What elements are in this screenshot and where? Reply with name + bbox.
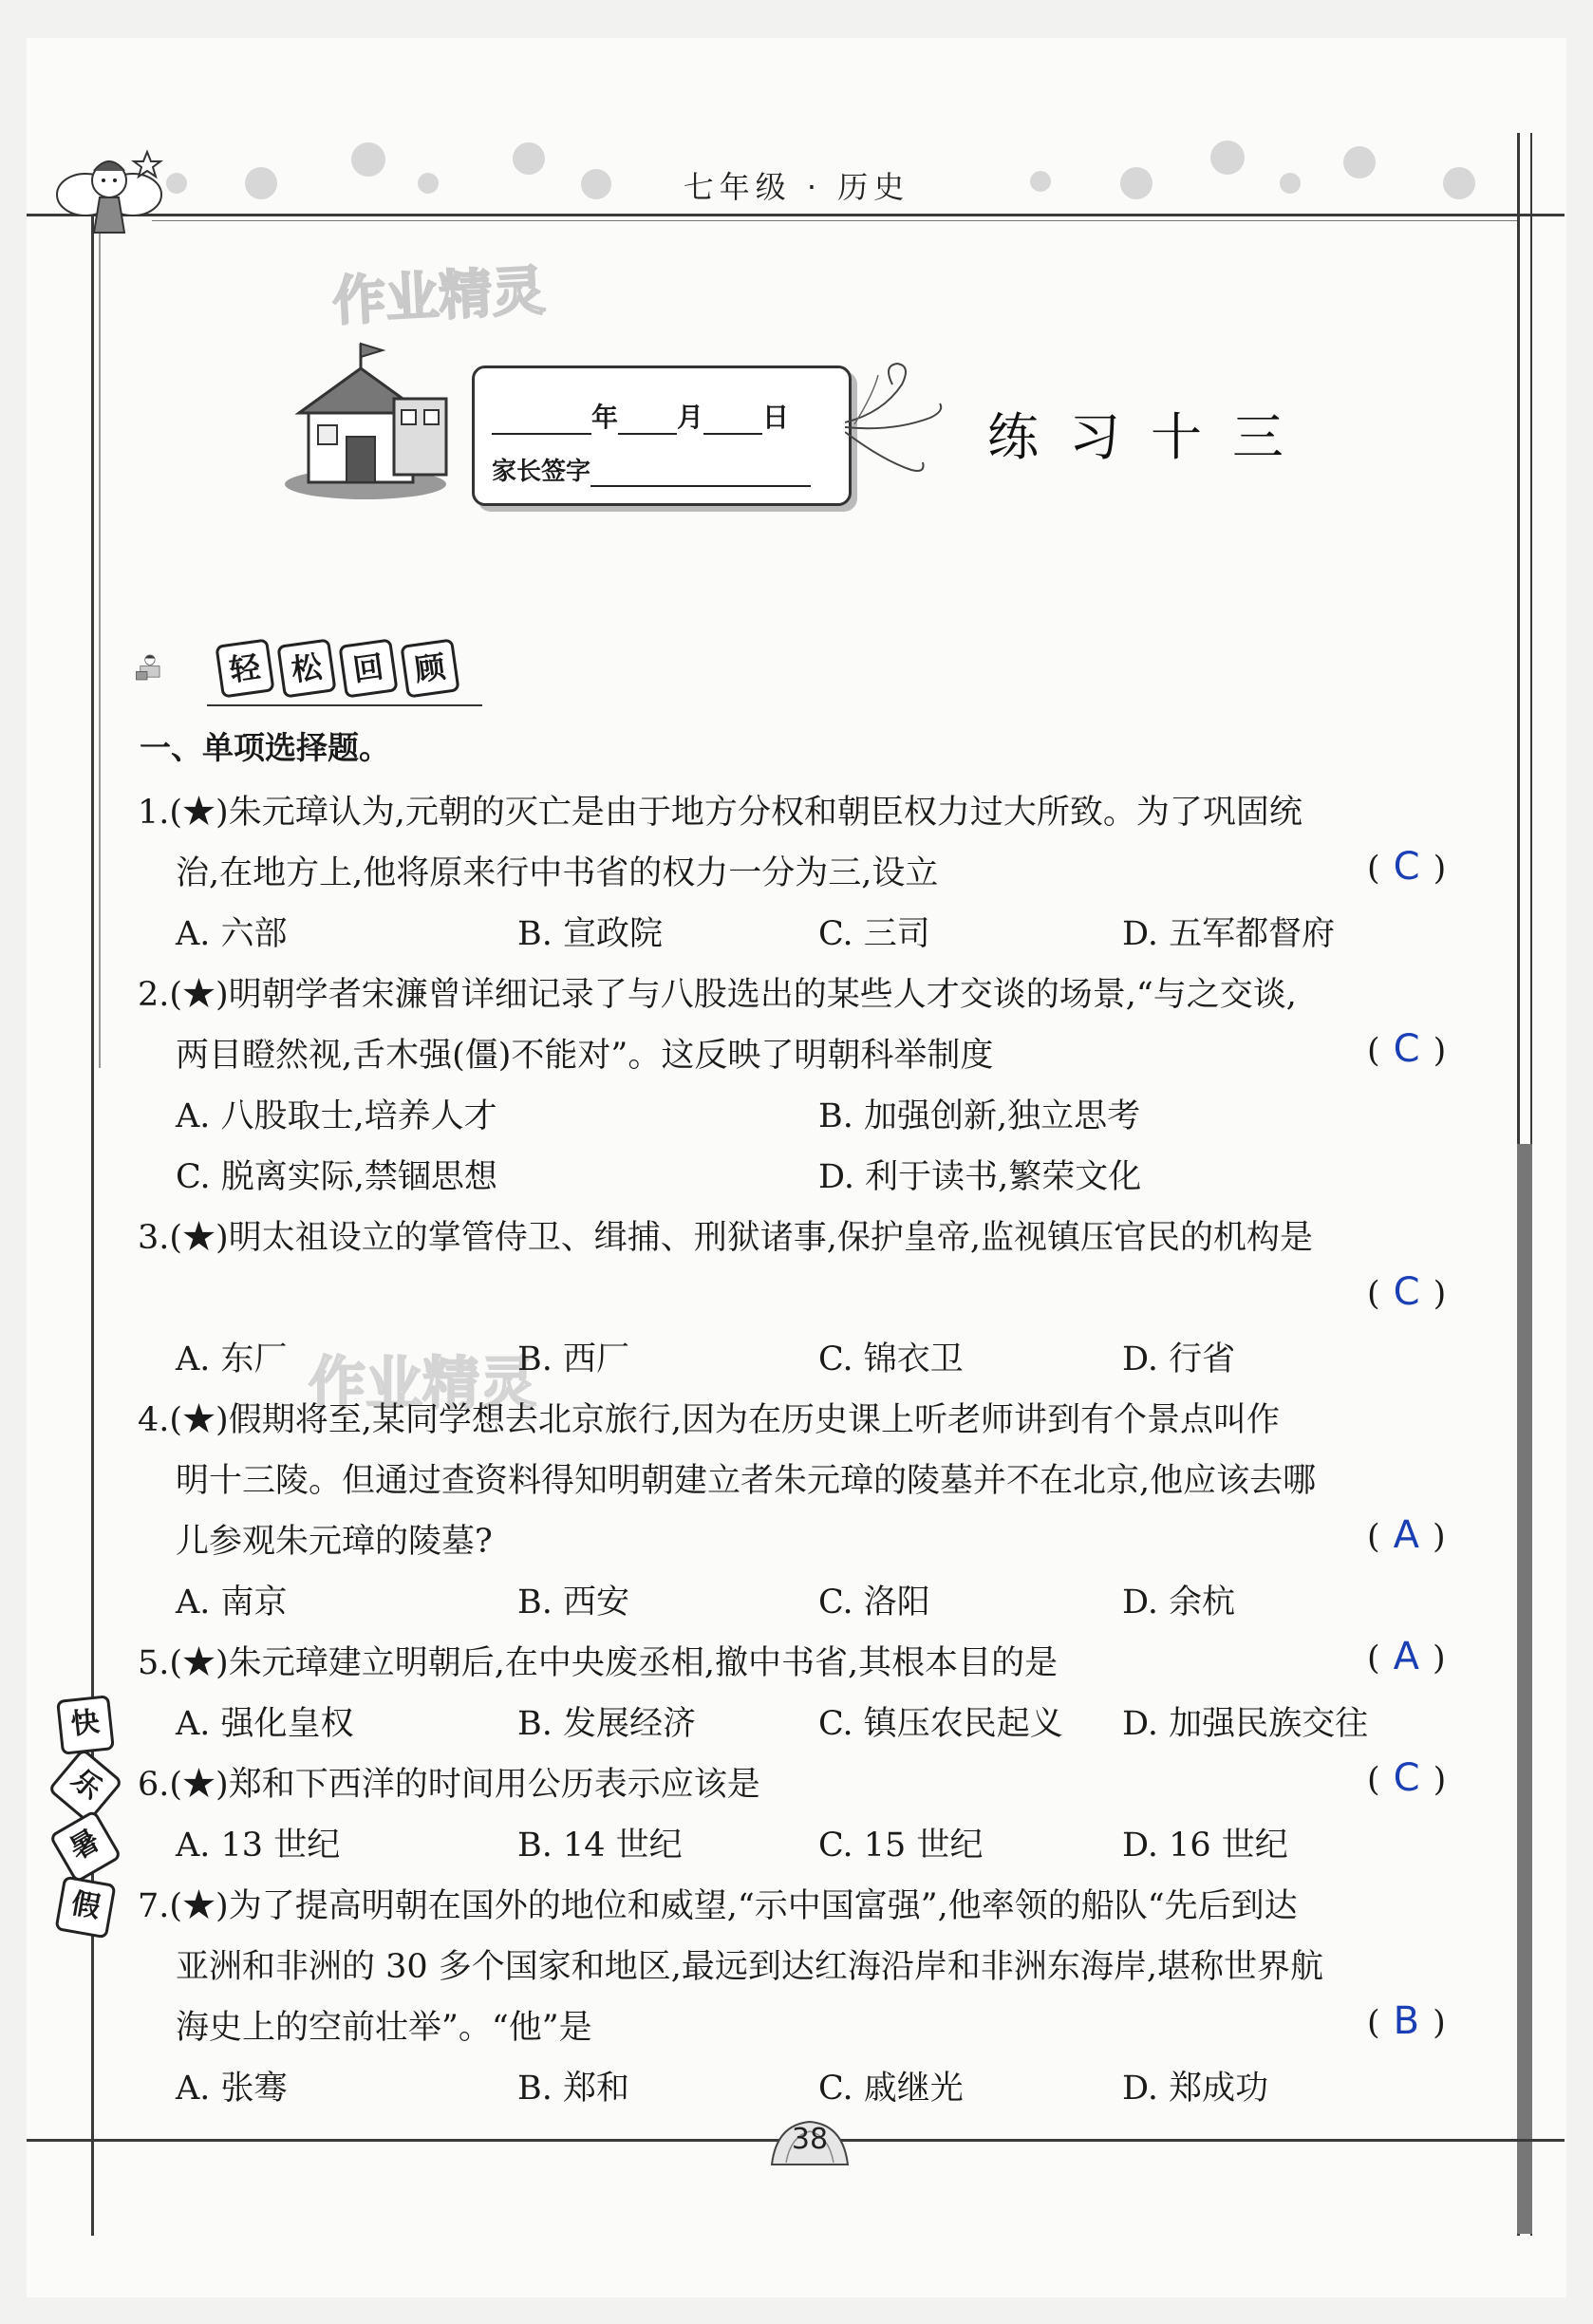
question-6-option-b[interactable]: B. 14 世纪	[517, 1827, 683, 1865]
question-4-option-b[interactable]: B. 西安	[517, 1584, 629, 1621]
question-3-line-1: 3.(★)明太祖设立的掌管侍卫、缉捕、刑狱诸事,保护皇帝,监视镇压官民的机构是	[138, 1219, 1313, 1257]
header-rule-thin	[152, 220, 1519, 221]
question-6-line-1: 6.(★)郑和下西洋的时间用公历表示应该是	[138, 1766, 760, 1804]
side-tab: 乐	[47, 1748, 123, 1824]
date-line	[492, 397, 789, 435]
month-label: 月	[677, 402, 704, 433]
question-1-line-1: 1.(★)朱元璋认为,元朝的灭亡是由于地方分权和朝臣权力过大所致。为了巩固统	[138, 794, 1303, 832]
question-4-line-3: 儿参观朱元璋的陵墓?	[176, 1523, 493, 1561]
answer-letter: C	[1393, 1270, 1420, 1314]
question-2-option-c[interactable]: C. 脱离实际,禁锢思想	[176, 1158, 497, 1196]
answer-letter: C	[1393, 845, 1420, 889]
question-5-answer: ( A )	[1367, 1635, 1446, 1678]
answer-letter: A	[1393, 1513, 1420, 1557]
question-2-option-d[interactable]: D. 利于读书,繁荣文化	[818, 1158, 1142, 1196]
question-1-option-d[interactable]: D. 五军都督府	[1122, 915, 1336, 953]
section-badge-char: 轻	[215, 638, 274, 698]
year-blank[interactable]	[492, 408, 591, 435]
date-signature-box	[472, 365, 852, 506]
question-1-option-a[interactable]: A. 六部	[176, 915, 288, 953]
answer-letter: B	[1393, 1999, 1420, 2043]
question-7-option-d[interactable]: D. 郑成功	[1122, 2070, 1269, 2108]
side-tab: 暑	[48, 1809, 122, 1884]
exercise-title: 练习十三	[987, 407, 1314, 467]
question-3-option-a[interactable]: A. 东厂	[176, 1340, 288, 1378]
question-2-option-a[interactable]: A. 八股取士,培养人才	[176, 1097, 497, 1135]
question-5-option-a[interactable]: A. 强化皇权	[176, 1705, 354, 1743]
question-7-option-c[interactable]: C. 戚继光	[818, 2070, 964, 2108]
question-5-line-1: 5.(★)朱元璋建立明朝后,在中央废丞相,撤中书省,其根本目的是	[138, 1644, 1059, 1682]
question-4-line-2: 明十三陵。但通过查资料得知明朝建立者朱元璋的陵墓并不在北京,他应该去哪	[176, 1462, 1317, 1500]
question-2-line-2: 两目瞪然视,舌木强(僵)不能对”。这反映了明朝科举制度	[176, 1037, 994, 1075]
question-5-option-d[interactable]: D. 加强民族交往	[1122, 1705, 1369, 1743]
side-tab: 假	[54, 1876, 116, 1940]
question-7-line-2: 亚洲和非洲的 30 多个国家和地区,最远到达红海沿岸和非洲东海岸,堪称世界航	[176, 1948, 1324, 1986]
question-2-line-1: 2.(★)明朝学者宋濂曾详细记录了与八股选出的某些人才交谈的场景,“与之交谈,	[138, 976, 1297, 1014]
page-number-badge	[767, 2117, 853, 2174]
question-3-answer: ( C )	[1367, 1270, 1447, 1314]
question-7-answer: ( B )	[1367, 1999, 1446, 2043]
question-3-option-d[interactable]: D. 行省	[1122, 1340, 1236, 1378]
header-title: 七年级 · 历史	[683, 169, 910, 205]
answer-letter: C	[1393, 1756, 1420, 1800]
question-7-line-1: 7.(★)为了提高明朝在国外的地位和威望,“示中国富强”,他率领的船队“先后到达	[138, 1887, 1298, 1925]
question-1-answer: ( C )	[1367, 845, 1447, 889]
answer-letter: C	[1393, 1027, 1420, 1071]
section-heading: 一、单项选择题。	[140, 729, 390, 766]
side-tab: 快	[56, 1695, 115, 1755]
month-blank[interactable]	[618, 408, 677, 435]
signature-line	[492, 452, 811, 487]
watermark: 作业精灵	[330, 260, 547, 333]
watermark: 作业精灵	[309, 1351, 536, 1417]
section-badge-char: 松	[276, 638, 336, 698]
year-label: 年	[591, 402, 619, 433]
section-badge-underline	[207, 704, 482, 706]
right-side-bar	[1517, 1144, 1532, 2234]
answer-letter: A	[1393, 1635, 1420, 1678]
question-2-option-b[interactable]: B. 加强创新,独立思考	[818, 1097, 1141, 1135]
question-4-option-d[interactable]: D. 余杭	[1122, 1584, 1236, 1621]
question-3-option-b[interactable]: B. 西厂	[517, 1340, 629, 1378]
header-rule	[27, 214, 1565, 216]
question-4-option-a[interactable]: A. 南京	[176, 1584, 288, 1621]
question-2-answer: ( C )	[1367, 1027, 1447, 1071]
parent-signature-label: 家长签字	[492, 458, 591, 486]
question-7-option-b[interactable]: B. 郑和	[517, 2070, 629, 2108]
day-label: 日	[762, 402, 790, 433]
question-6-option-a[interactable]: A. 13 世纪	[176, 1827, 341, 1865]
question-5-option-b[interactable]: B. 发展经济	[517, 1705, 696, 1743]
section-badge-char: 回	[338, 638, 398, 698]
question-4-option-c[interactable]: C. 洛阳	[818, 1584, 930, 1621]
question-5-option-c[interactable]: C. 镇压农民起义	[818, 1705, 1063, 1743]
question-6-answer: ( C )	[1367, 1756, 1447, 1800]
swirl-decoration-icon	[845, 356, 949, 479]
left-frame-line-inner	[99, 214, 101, 1068]
question-6-option-d[interactable]: D. 16 世纪	[1122, 1827, 1288, 1865]
house-icon	[280, 342, 451, 503]
question-1-option-c[interactable]: C. 三司	[818, 915, 930, 953]
question-3-option-c[interactable]: C. 锦衣卫	[818, 1340, 964, 1378]
question-7-option-a[interactable]: A. 张骞	[176, 2070, 288, 2108]
question-6-option-c[interactable]: C. 15 世纪	[818, 1827, 984, 1865]
signature-blank[interactable]	[590, 460, 811, 487]
day-blank[interactable]	[703, 408, 762, 435]
question-4-answer: ( A )	[1367, 1513, 1446, 1557]
section-badge-char: 顾	[400, 638, 459, 698]
question-1-line-2: 治,在地方上,他将原来行中书省的权力一分为三,设立	[176, 854, 939, 892]
question-7-line-3: 海史上的空前壮举”。“他”是	[176, 2009, 592, 2047]
page-number: 38	[791, 2123, 829, 2156]
question-1-option-b[interactable]: B. 宣政院	[517, 915, 663, 953]
question-4-line-1: 4.(★)假期将至,某同学想去北京旅行,因为在历史课上听老师讲到有个景点叫作	[138, 1401, 1280, 1439]
